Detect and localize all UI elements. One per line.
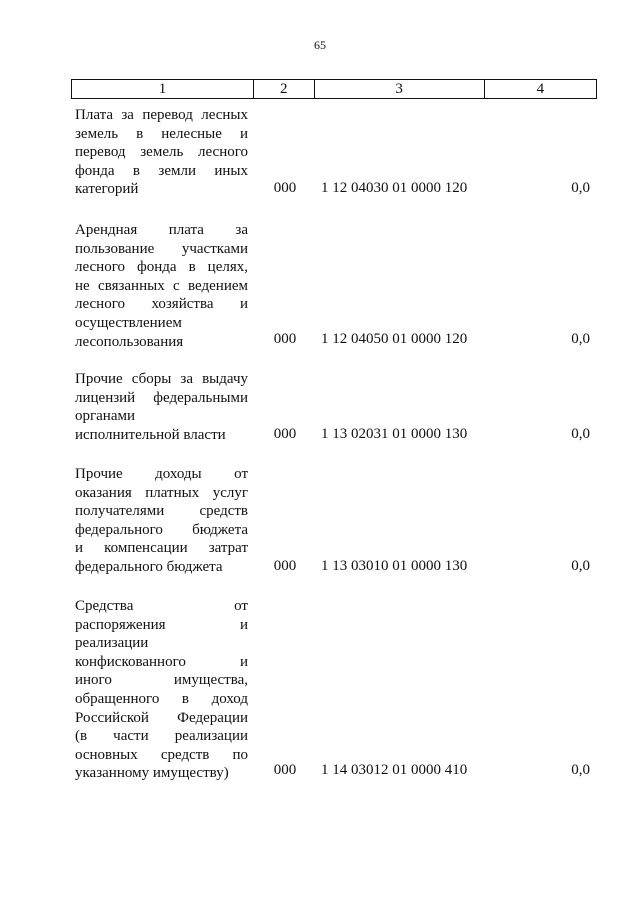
row-code-2: 1 13 02031 01 0000 130 xyxy=(321,426,468,442)
row-amount: 0,0 xyxy=(571,558,590,574)
description-line: Плата за перевод лесных xyxy=(75,107,248,123)
header-col-1: 1 xyxy=(72,80,254,98)
description-line: лесного фонда в целях, xyxy=(75,259,248,276)
table-header xyxy=(71,79,597,99)
description-line: получателями средств xyxy=(75,503,248,520)
row-code-2: 1 13 03010 01 0000 130 xyxy=(321,558,468,574)
row-description xyxy=(75,106,248,199)
description-line: основных средств по xyxy=(75,746,248,763)
description-line: Российской Федерации xyxy=(75,709,248,726)
description-line: иного имущества, xyxy=(75,672,248,689)
description-line: оказания платных услуг xyxy=(75,484,248,501)
description-line: земель в нелесные и xyxy=(75,125,248,142)
description-line: лесопользования xyxy=(75,333,184,350)
description-line: Прочие доходы от xyxy=(75,466,248,482)
description-line: осуществлением xyxy=(75,314,182,331)
row-code-1: 000 xyxy=(273,331,297,347)
row-code-2: 1 12 04050 01 0000 120 xyxy=(321,331,468,347)
description-line: и компенсации затрат xyxy=(75,540,248,557)
row-code-1: 000 xyxy=(273,558,297,574)
description-line: Прочие сборы за выдачу xyxy=(75,371,248,387)
row-amount: 0,0 xyxy=(571,331,590,347)
description-line: Арендная плата за xyxy=(75,222,248,238)
row-description xyxy=(75,597,248,783)
row-code-1: 000 xyxy=(273,426,297,442)
page-number: 65 xyxy=(314,38,326,52)
header-col-4: 4 xyxy=(536,81,545,97)
description-line: перевод земель лесного xyxy=(75,144,248,161)
description-line: (в части реализации xyxy=(75,728,248,745)
header-col-3: 3 xyxy=(315,80,485,98)
row-description xyxy=(75,221,248,351)
row-amount: 0,0 xyxy=(571,180,590,196)
description-line: реализации xyxy=(75,635,149,652)
row-code-1: 000 xyxy=(273,180,297,196)
row-amount: 0,0 xyxy=(571,426,590,442)
row-code-2: 1 12 04030 01 0000 120 xyxy=(321,180,468,196)
header-col-2: 2 xyxy=(254,80,315,98)
description-line: Средства от xyxy=(75,598,248,614)
description-line: фонда в земли иных xyxy=(75,162,248,179)
description-line: конфискованного и xyxy=(75,653,248,670)
description-line: обращенного в доход xyxy=(75,690,248,707)
description-line: пользование участками xyxy=(75,240,248,257)
description-line: лесного хозяйства и xyxy=(75,296,248,313)
description-line: не связанных с ведением xyxy=(75,277,248,294)
row-code-1: 000 xyxy=(273,762,297,778)
description-line: органами xyxy=(75,408,136,425)
description-line: лицензий федеральными xyxy=(75,389,248,406)
description-line: распоряжения и xyxy=(75,616,248,633)
row-amount: 0,0 xyxy=(571,762,590,778)
description-line: категорий xyxy=(75,181,139,198)
description-line: указанному имуществу) xyxy=(75,765,229,782)
row-description xyxy=(75,465,248,577)
description-line: исполнительной власти xyxy=(75,426,226,443)
row-code-2: 1 14 03012 01 0000 410 xyxy=(321,762,468,778)
row-description xyxy=(75,370,248,444)
description-line: федерального бюджета xyxy=(75,558,223,575)
description-line: федерального бюджета xyxy=(75,521,248,538)
